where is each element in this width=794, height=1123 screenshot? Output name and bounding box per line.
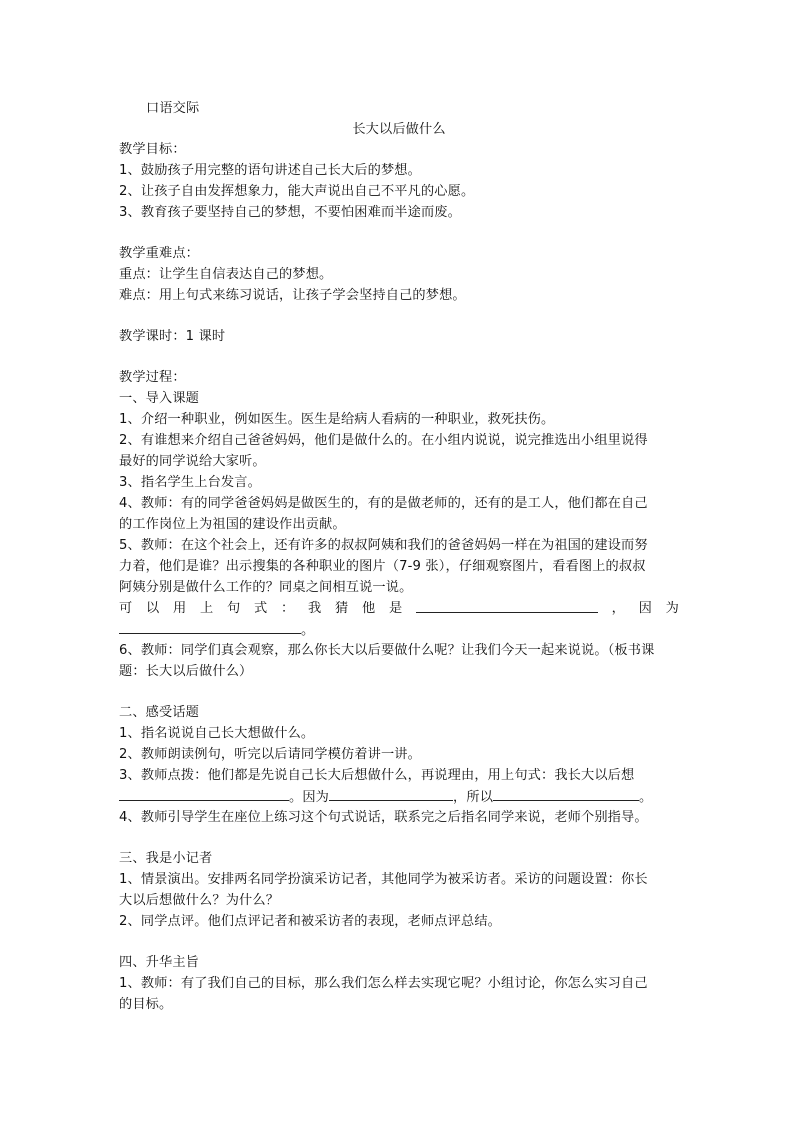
- process-label: 教学过程：: [119, 370, 186, 385]
- paragraph-line: 5、教师：在这个社会上，还有许多的叔叔阿姨和我们的爸爸妈妈一样在为祖国的建设而努: [119, 538, 648, 553]
- paragraph-line: 2、有谁想来介绍自己爸爸妈妈，他们是做什么的。在小组内说说，说完推选出小组里说得: [119, 433, 648, 448]
- pattern-char: 可: [119, 601, 133, 616]
- section-heading: 口语交际: [146, 101, 200, 116]
- goal-item-2: 2、让孩子自由发挥想象力，能大声说出自己不平凡的心愿。: [119, 184, 475, 199]
- paragraph-line: 2、教师朗读例句，听完以后请同学模仿着讲一讲。: [119, 747, 421, 762]
- paragraph-line: 1、教师：有了我们自己的目标，那么我们怎么样去实现它呢？小组讨论，你怎么实习自己: [119, 976, 648, 991]
- class-hours: 教学课时：1 课时: [119, 329, 226, 344]
- keypoint-item-1: 重点：让学生自信表达自己的梦想。: [119, 267, 333, 282]
- paragraph-line: 3、指名学生上台发言。: [119, 475, 261, 490]
- because-text: 。因为: [289, 790, 330, 805]
- pattern-char: 因: [638, 601, 652, 616]
- pattern-char: 我: [308, 601, 322, 616]
- paragraph-line: 1、介绍一种职业，例如医生。医生是给病人看病的一种职业，救死扶伤。: [119, 412, 555, 427]
- section-1-title: 一、导入课题: [119, 391, 200, 406]
- paragraph-line: 3、教师点拨：他们都是先说自己长大后想做什么，再说理由，用上句式：我长大以后想: [119, 768, 635, 783]
- blank-pattern-line: [119, 787, 679, 807]
- document-title: 长大以后做什么: [352, 122, 446, 137]
- paragraph-line: 大以后想做什么？为什么？: [119, 893, 280, 908]
- paragraph-line: 2、同学点评。他们点评记者和被采访者的表现，老师点评总结。: [119, 914, 501, 929]
- paragraph-line: 题：长大以后做什么）: [119, 664, 253, 679]
- pattern-char: 上: [200, 601, 214, 616]
- pattern-end: 。: [301, 623, 315, 638]
- pattern-char: 用: [173, 601, 187, 616]
- paragraph-line: 1、情景演出。安排两名同学扮演采访记者，其他同学为被采访者。采访的问题设置：你长: [119, 872, 648, 887]
- paragraph-line: 最好的同学说给大家听。: [119, 454, 266, 469]
- pattern-char: ：: [281, 601, 295, 616]
- pattern-char: 是: [389, 601, 403, 616]
- section-2-title: 二、感受话题: [119, 705, 200, 720]
- keypoint-item-2: 难点：用上句式来练习说话，让孩子学会坚持自己的梦想。: [119, 288, 466, 303]
- paragraph-line: 4、教师：有的同学爸爸妈妈是做医生的，有的是做老师的，还有的是工人，他们都在自己: [119, 496, 648, 511]
- section-4-title: 四、升华主旨: [119, 955, 200, 970]
- fill-blank: [119, 787, 289, 801]
- fill-blank: [493, 787, 639, 801]
- keypoints-label: 教学重难点：: [119, 246, 200, 261]
- paragraph-line: 的工作岗位上为祖国的建设作出贡献。: [119, 517, 346, 532]
- fill-blank: [416, 599, 598, 613]
- section-3-title: 三、我是小记者: [119, 851, 213, 866]
- goal-item-3: 3、教育孩子要坚持自己的梦想，不要怕困难而半途而废。: [119, 205, 461, 220]
- paragraph-line: 阿姨分别是做什么工作的？同桌之间相互说一说。: [119, 580, 413, 595]
- paragraph-line: 的目标。: [119, 997, 173, 1012]
- so-text: ，所以: [453, 790, 494, 805]
- pattern-char: ，: [611, 601, 625, 616]
- pattern-char: 句: [227, 601, 241, 616]
- goal-item-1: 1、鼓励孩子用完整的语句讲述自己长大后的梦想。: [119, 163, 421, 178]
- pattern-char: 他: [362, 601, 376, 616]
- sentence-pattern-line: [119, 599, 679, 618]
- goals-label: 教学目标：: [119, 142, 186, 157]
- pattern-char: 式: [254, 601, 268, 616]
- end-text: 。: [639, 790, 653, 805]
- paragraph-line: 力着，他们是谁？出示搜集的各种职业的图片（7-9 张），仔细观察图片，看看图上的叔叔: [119, 559, 646, 574]
- fill-blank: [119, 620, 301, 634]
- fill-blank: [329, 787, 453, 801]
- paragraph-line: 1、指名说说自己长大想做什么。: [119, 726, 315, 741]
- pattern-char: 猜: [335, 601, 349, 616]
- paragraph-line: 4、教师引导学生在座位上练习这个句式说话，联系完之后指名同学来说，老师个别指导。: [119, 810, 648, 825]
- paragraph-line: 6、教师：同学们真会观察，那么你长大以后要做什么呢？让我们今天一起来说说。（板书课: [119, 643, 655, 658]
- pattern-char: 为: [665, 601, 679, 616]
- sentence-pattern-continuation: [119, 620, 679, 640]
- pattern-char: 以: [146, 601, 160, 616]
